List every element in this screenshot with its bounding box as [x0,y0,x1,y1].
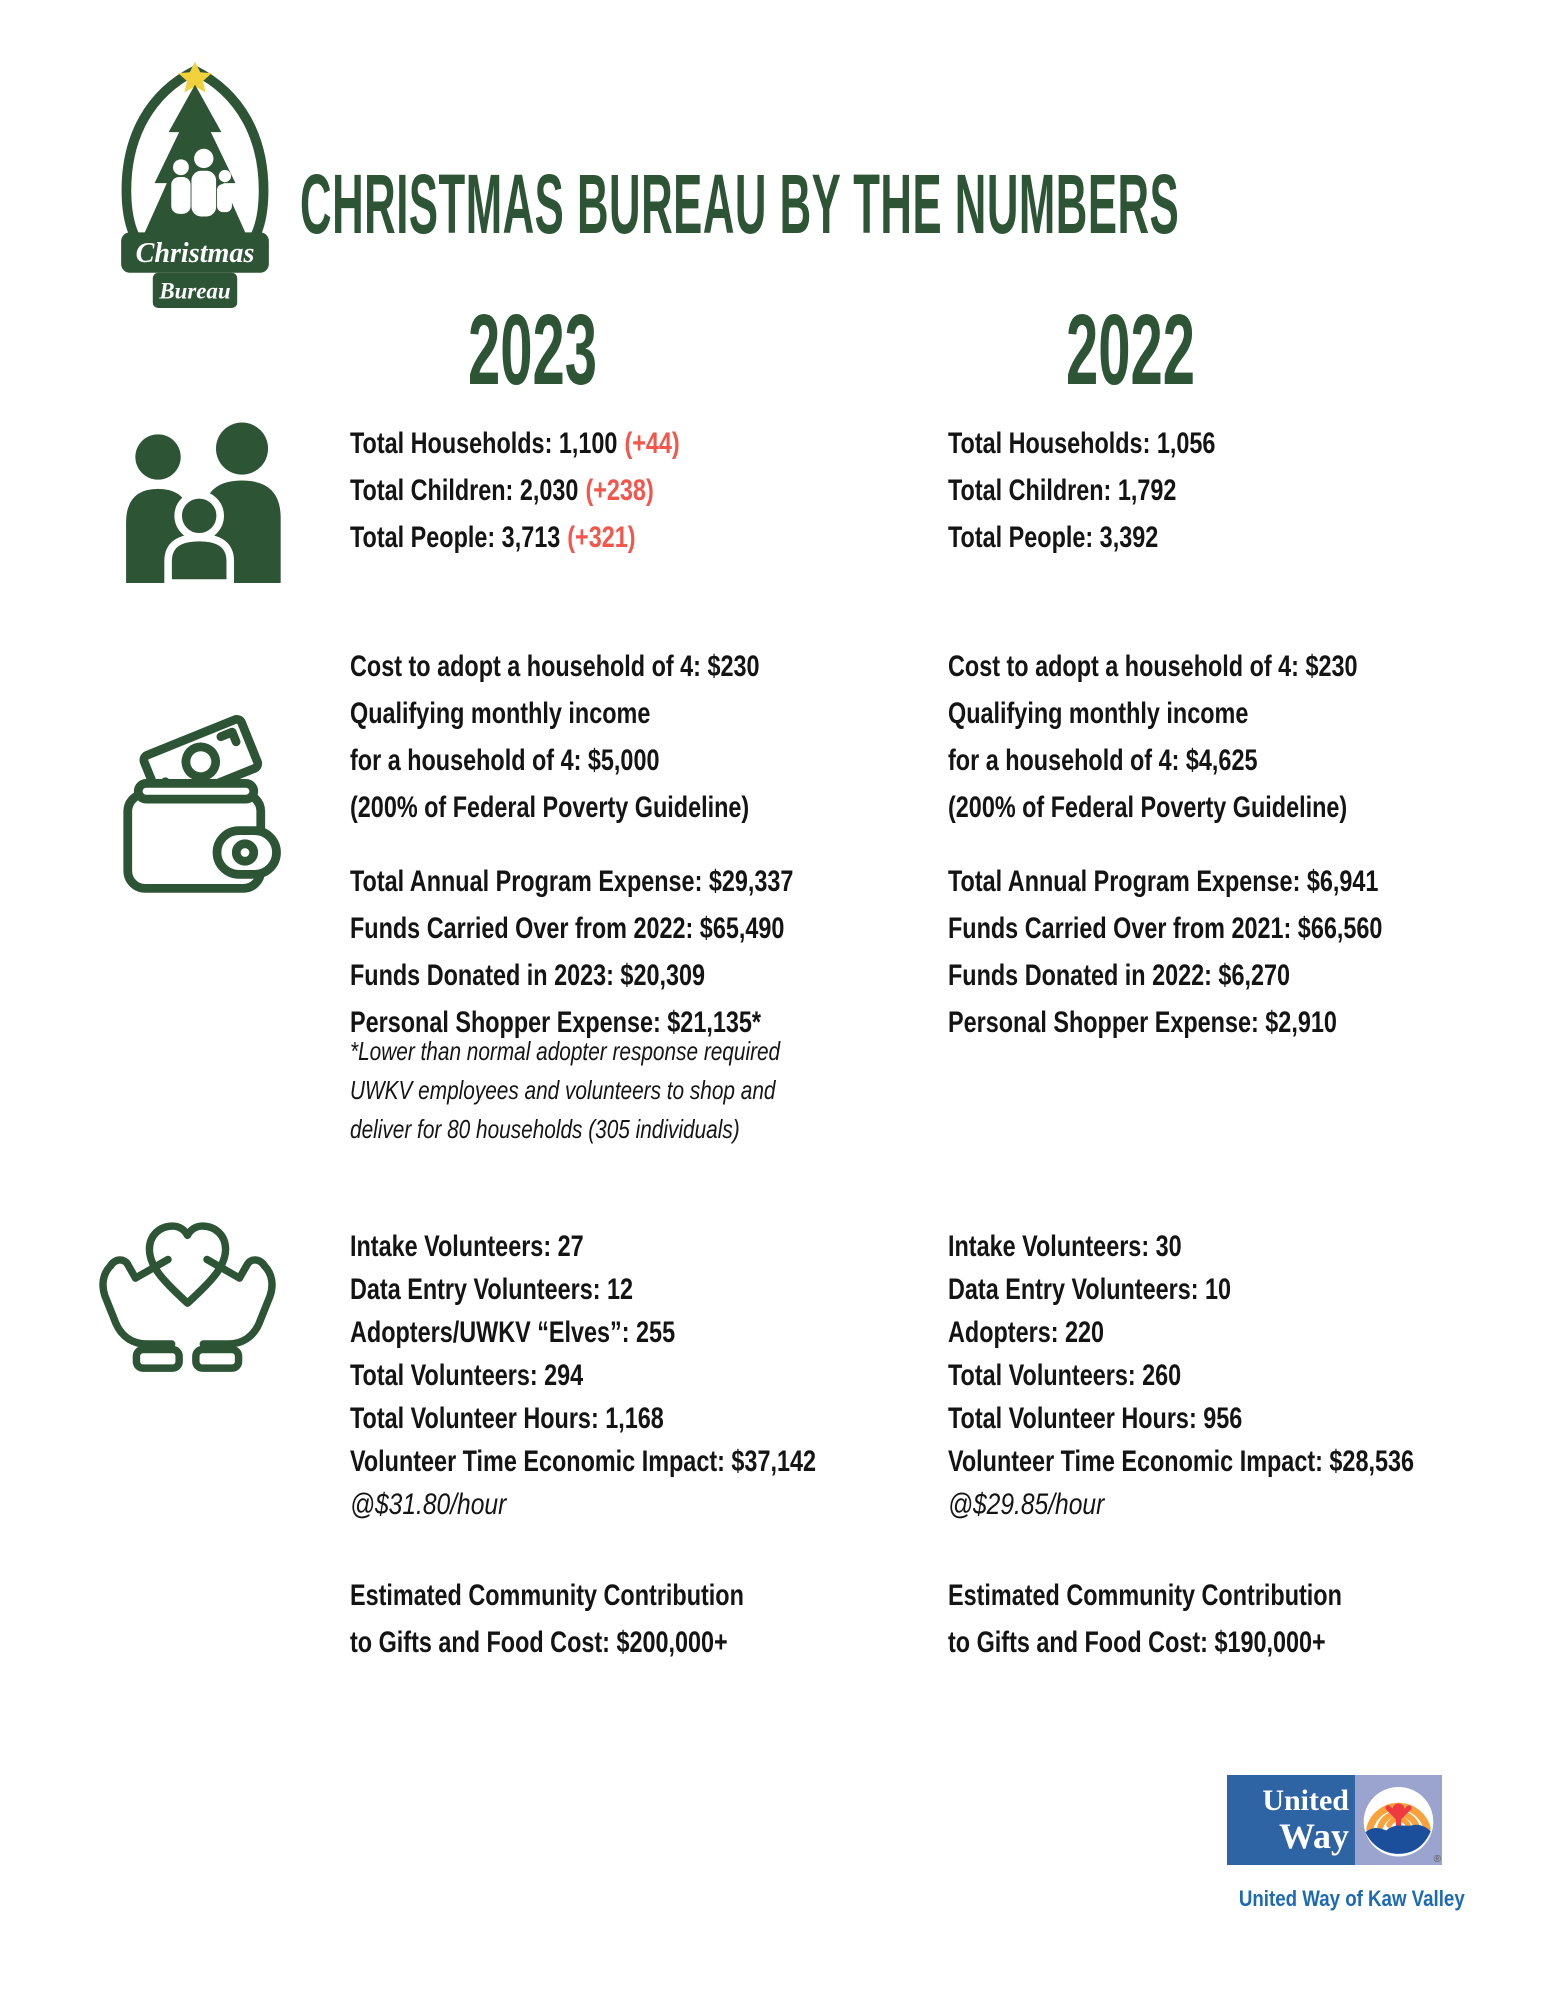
shopper-expense-footnote [350,1032,894,1149]
stat-line: Data Entry Volunteers: 10 [948,1273,1232,1306]
stat-text: Total Children: 2,030 [350,474,579,507]
stat-line: to Gifts and Food Cost: $190,000+ [948,1626,1326,1659]
united-way-caption: United Way of Kaw Valley [1238,1886,1465,1911]
left-hand [103,1260,179,1369]
stat-line: (200% of Federal Poverty Guideline) [350,791,750,824]
stat-line: Personal Shopper Expense: $21,135* [350,1006,761,1039]
hourly-rate-2023: @$31.80/hour [350,1488,507,1521]
stat-line: Intake Volunteers: 27 [350,1230,584,1263]
christmas-bureau-logo-graphic [90,60,300,315]
hourly-rate-2022: @$29.85/hour [948,1488,1105,1521]
stat-delta: (+321) [567,521,636,554]
stat-line: Qualifying monthly income [350,697,651,730]
registered-trademark: ® [1433,1854,1441,1865]
stat-line: Cost to adopt a household of 4: $230 [350,650,760,683]
stat-line: Data Entry Volunteers: 12 [350,1273,634,1306]
stat-line: Adopters/UWKV “Elves”: 255 [350,1316,676,1349]
stat-line: Intake Volunteers: 30 [948,1230,1182,1263]
funds-stats-2022 [948,858,1463,1046]
stat-line: Qualifying monthly income [948,697,1249,730]
stat-line: Estimated Community Contribution [350,1579,744,1612]
stat-line: Total Households: 1,056 [948,427,1216,460]
stat-line: Total Volunteers: 294 [350,1359,584,1392]
stat-line [350,514,865,561]
stat-line: Total Annual Program Expense: $6,941 [948,865,1379,898]
christmas-bureau-logo [90,60,300,315]
households-stats-2022 [948,420,1463,561]
page-title: CHRISTMAS BUREAU BY THE NUMBERS [300,157,1180,252]
stat-line: for a household of 4: $5,000 [350,744,660,777]
stat-line: Funds Donated in 2023: $20,309 [350,959,706,992]
stat-line: Total People: 3,392 [948,521,1159,554]
stat-line: Adopters: 220 [948,1316,1105,1349]
stat-line: Volunteer Time Economic Impact: $37,142 [350,1445,817,1478]
community-contribution-2022 [948,1572,1463,1666]
hands-heart-icon [90,1186,285,1372]
households-stats-2023 [350,420,865,561]
community-contribution-2023 [350,1572,865,1666]
stat-text: Total People: 3,713 [350,521,561,554]
united-way-logo [1227,1775,1442,1865]
funds-stats-2023 [350,858,865,1046]
footnote-line: deliver for 80 households (305 individuals) [350,1114,740,1144]
year-header-2023: 2023 [467,294,598,406]
stat-line: Cost to adopt a household of 4: $230 [948,650,1358,683]
right-hand [196,1260,272,1369]
stat-line: Funds Donated in 2022: $6,270 [948,959,1291,992]
logo-script-christmas: Christmas [135,238,255,270]
cost-stats-2022 [948,643,1463,831]
logo-script-bureau: Bureau [159,278,231,304]
stat-line: Total Volunteer Hours: 1,168 [350,1402,664,1435]
family-icon [95,415,300,583]
stat-delta: (+238) [585,474,654,507]
stat-line: Funds Carried Over from 2021: $66,560 [948,912,1383,945]
stat-line: for a household of 4: $4,625 [948,744,1258,777]
stat-line: (200% of Federal Poverty Guideline) [948,791,1348,824]
united-way-word-way: Way [1278,1816,1349,1856]
stat-line: Total Children: 1,792 [948,474,1177,507]
volunteer-stats-2022 [948,1225,1463,1483]
wallet-money-icon [112,706,287,908]
united-way-emblem [1355,1775,1442,1865]
footnote-line: UWKV employees and volunteers to shop and [350,1075,776,1105]
stat-line [350,467,865,514]
stat-line: Total Annual Program Expense: $29,337 [350,865,794,898]
stat-line [350,420,865,467]
stat-line: Estimated Community Contribution [948,1579,1342,1612]
united-way-wordmark [1227,1775,1355,1865]
stat-line: Personal Shopper Expense: $2,910 [948,1006,1337,1039]
stat-delta: (+44) [624,427,680,460]
footnote-line: *Lower than normal adopter response required [350,1036,781,1066]
hand-shape [1365,1825,1430,1854]
united-way-word-united: United [1262,1784,1349,1817]
volunteer-stats-2023 [350,1225,865,1483]
stat-line: Total Volunteers: 260 [948,1359,1182,1392]
year-header-2022: 2022 [1065,294,1196,406]
stat-line: Total Volunteer Hours: 956 [948,1402,1243,1435]
stat-text: Total Households: 1,100 [350,427,618,460]
stat-line: Funds Carried Over from 2022: $65,490 [350,912,785,945]
stat-line: to Gifts and Food Cost: $200,000+ [350,1626,728,1659]
cost-stats-2023 [350,643,865,831]
stat-line: Volunteer Time Economic Impact: $28,536 [948,1445,1415,1478]
